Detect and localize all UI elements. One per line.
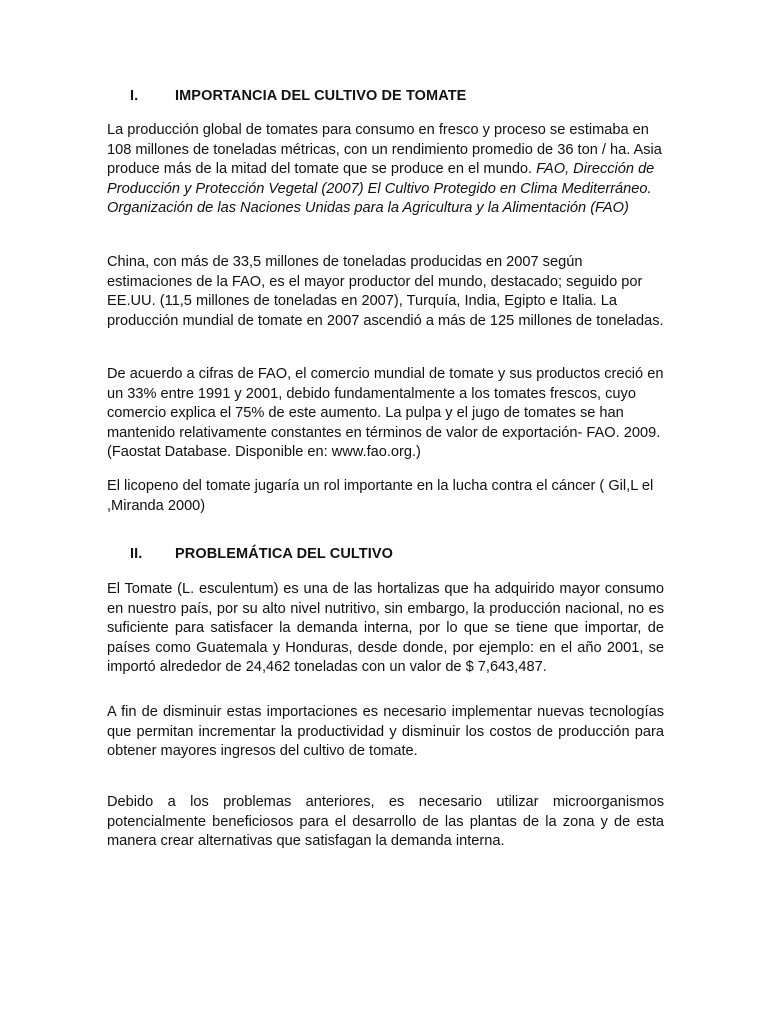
paragraph-text: De acuerdo a cifras de FAO, el comercio mundial de tomate y sus productos creció en un 33% entre 1991 y 2001, debido fundamentalmente a los tomates frescos, cuyo comercio explica el 75% de este aumento. La pulpa y el jugo de tomates se han mantenido relativamente constantes en términos de valor de exportación- FAO. 2009. (Faostat Database. Disponible en: www.fao.org.) bbox=[107, 366, 664, 461]
paragraph-text: El licopeno del tomate jugaría un rol importante en la lucha contra el cáncer ( Gil,L el ,Miranda 2000) bbox=[107, 478, 654, 514]
paragraph-text: China, con más de 33,5 millones de toneladas producidas en 2007 según estimaciones de la FAO, es el mayor productor del mundo, destacado; seguido por EE.UU. (11,5 millones de toneladas en 2007), Turquía, India, Egipto e Italia. La producción mundial de tomate en 2007 ascendió a más de 125 millones de toneladas. bbox=[107, 254, 664, 329]
paragraph bbox=[107, 703, 664, 762]
section-heading bbox=[130, 546, 393, 562]
paragraph bbox=[107, 365, 664, 463]
paragraph bbox=[107, 580, 664, 678]
section-number: II. bbox=[130, 546, 143, 562]
section-number: I. bbox=[130, 88, 139, 104]
paragraph-text: La producción global de tomates para consumo en fresco y proceso se estimaba en 108 millones de toneladas métricas, con un rendimiento promedio de 36 ton / ha. Asia produce más de la mitad del tomate que se produce en el mundo. bbox=[107, 122, 662, 178]
section-title: PROBLEMÁTICA DEL CULTIVO bbox=[175, 546, 394, 562]
section-title: IMPORTANCIA DEL CULTIVO DE TOMATE bbox=[175, 88, 467, 104]
paragraph-text: El Tomate (L. esculentum) es una de las hortalizas que ha adquirido mayor consumo en nuestro país, por su alto nivel nutritivo, sin embargo, la producción nacional, no es suficiente para satisfacer la demanda interna, por lo que se tiene que importar, de países como Guatemala y Honduras, desde donde, por ejemplo: en el año 2001, se importó alrededor de 24,462 toneladas con un valor de $ 7,643,487. bbox=[107, 581, 664, 676]
paragraph bbox=[107, 793, 664, 852]
citation: FAO, Dirección de Producción y Protección Vegetal (2007) El Cultivo Protegido en Clima Mediterráneo. Organización de las Naciones Unidas para la Agricultura y la Alimentación (FAO) bbox=[107, 161, 655, 217]
paragraph bbox=[107, 253, 664, 331]
section-heading bbox=[130, 88, 466, 104]
paragraph bbox=[107, 477, 664, 516]
paragraph bbox=[107, 121, 664, 219]
paragraph-text: Debido a los problemas anteriores, es necesario utilizar microorganismos potencialmente beneficiosos para el desarrollo de las plantas de la zona y de esta manera crear alternativas que satisfagan la demanda interna. bbox=[107, 794, 664, 850]
paragraph-text: A fin de disminuir estas importaciones es necesario implementar nuevas tecnologías que permitan incrementar la productividad y disminuir los costos de producción para obtener mayores ingresos del cultivo de tomate. bbox=[107, 704, 664, 760]
